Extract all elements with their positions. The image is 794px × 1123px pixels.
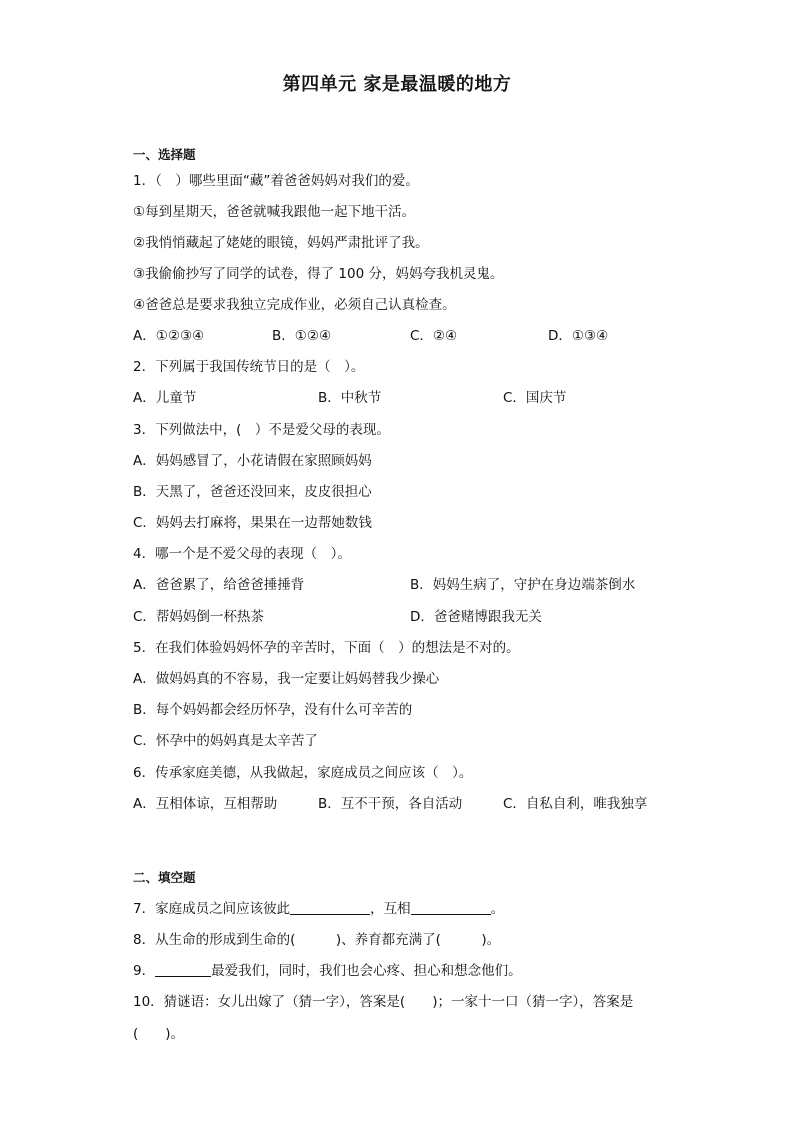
question-1-option-d: D．①③④ xyxy=(548,328,609,344)
question-5-option-a: A．做妈妈真的不容易，我一定要让妈妈替我少操心 xyxy=(133,671,440,687)
question-1-option-b: B．①②④ xyxy=(272,328,332,344)
question-1-item-1: ①每到星期天，爸爸就喊我跟他一起下地干活。 xyxy=(133,204,416,220)
question-1-option-a: A．①②③④ xyxy=(133,328,205,344)
question-5-stem: 5．在我们体验妈妈怀孕的辛苦时，下面（ ）的想法是不对的。 xyxy=(133,640,520,656)
question-5-option-c: C．怀孕中的妈妈真是太辛苦了 xyxy=(133,733,318,749)
question-1-item-4: ④爸爸总是要求我独立完成作业，必须自己认真检查。 xyxy=(133,297,456,313)
question-6-option-a: A．互相体谅，互相帮助 xyxy=(133,796,278,812)
question-2-option-a: A．儿童节 xyxy=(133,390,197,406)
question-6-option-c: C．自私自利，唯我独享 xyxy=(503,796,648,812)
question-4-option-b: B．妈妈生病了，守护在身边端茶倒水 xyxy=(410,577,636,593)
question-6-option-b: B．互不干预，各自活动 xyxy=(318,796,463,812)
answer-blank[interactable] xyxy=(411,900,491,915)
question-2-stem: 2．下列属于我国传统节日的是（ ）。 xyxy=(133,359,365,375)
question-5-option-b: B．每个妈妈都会经历怀孕，没有什么可辛苦的 xyxy=(133,702,413,718)
section-heading-fill: 二、填空题 xyxy=(133,870,196,885)
question-9-text-b: 最爱我们，同时，我们也会心疼、担心和想念他们。 xyxy=(211,963,522,979)
question-7-text-b: ，互相 xyxy=(370,901,411,917)
question-4-option-d: D．爸爸赌博跟我无关 xyxy=(410,609,542,625)
question-2-option-b: B．中秋节 xyxy=(318,390,382,406)
question-3-option-b: B．天黑了，爸爸还没回来，皮皮很担心 xyxy=(133,484,372,500)
question-1-stem: 1．（ ）哪些里面“藏”着爸爸妈妈对我们的爱。 xyxy=(133,173,419,189)
question-4-option-c: C．帮妈妈倒一杯热茶 xyxy=(133,609,264,625)
question-1-option-c: C．②④ xyxy=(410,328,458,344)
question-9 xyxy=(133,961,522,981)
question-3-stem: 3．下列做法中，( ）不是爱父母的表现。 xyxy=(133,422,390,438)
question-3-option-c: C．妈妈去打麻将，果果在一边帮她数钱 xyxy=(133,515,372,531)
question-7-text-c: 。 xyxy=(490,901,505,917)
question-8: 8．从生命的形成到生命的( )、养育都充满了( )。 xyxy=(133,932,501,948)
answer-blank[interactable] xyxy=(290,900,370,915)
question-4-option-a: A．爸爸累了，给爸爸捶捶背 xyxy=(133,577,305,593)
question-2-option-c: C．国庆节 xyxy=(503,390,567,406)
question-9-text-a: 9． xyxy=(133,963,156,979)
question-6-stem: 6．传承家庭美德，从我做起，家庭成员之间应该（ ）。 xyxy=(133,765,473,781)
question-1-item-3: ③我偷偷抄写了同学的试卷，得了 100 分，妈妈夸我机灵鬼。 xyxy=(133,266,504,282)
question-4-stem: 4．哪一个是不爱父母的表现（ ）。 xyxy=(133,546,351,562)
answer-blank[interactable] xyxy=(155,962,211,977)
section-heading-choice: 一、选择题 xyxy=(133,147,196,162)
page-title: 第四单元 家是最温暖的地方 xyxy=(282,74,512,95)
question-7 xyxy=(133,899,504,919)
question-1-item-2: ②我悄悄藏起了姥姥的眼镜，妈妈严肃批评了我。 xyxy=(133,235,429,251)
question-3-option-a: A．妈妈感冒了，小花请假在家照顾妈妈 xyxy=(133,453,372,469)
question-7-text-a: 7．家庭成员之间应该彼此 xyxy=(133,901,291,917)
question-10-line-1: 10．猜谜语：女儿出嫁了（猜一字），答案是( )；一家十一口（猜一字），答案是 xyxy=(133,994,634,1010)
question-10-line-2: ( )。 xyxy=(133,1026,185,1042)
